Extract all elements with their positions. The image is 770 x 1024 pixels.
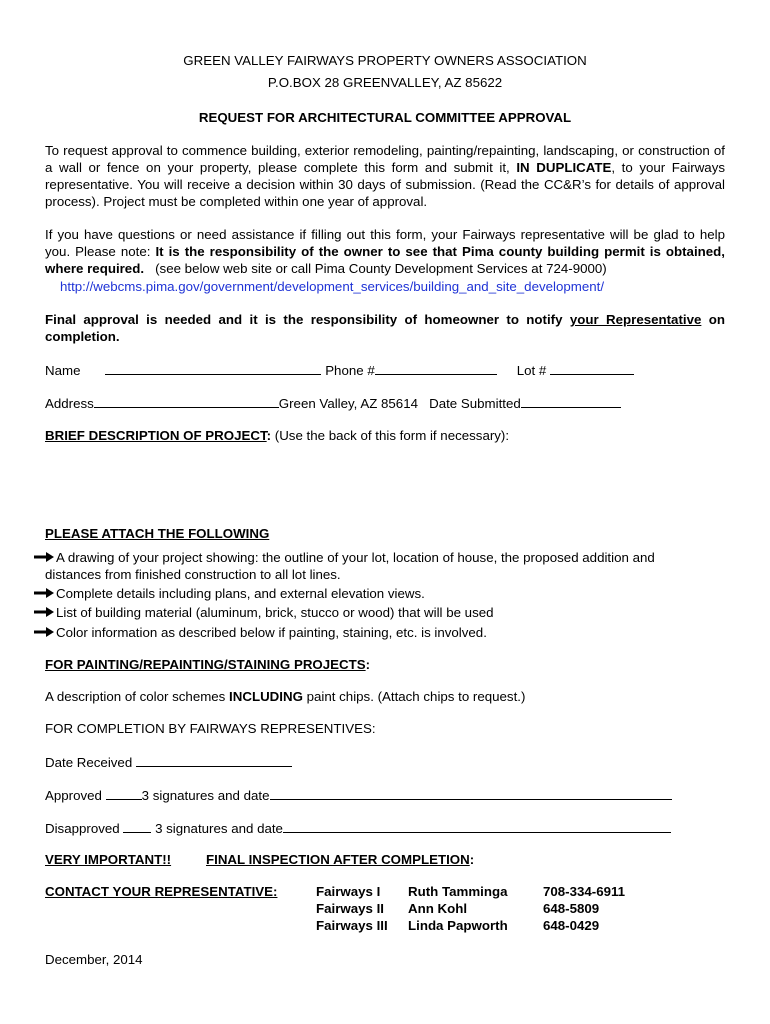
attach-item-text: List of building material (aluminum, brick, stucco or wood) that will be used xyxy=(56,605,494,620)
brief-description-area[interactable] xyxy=(45,446,725,516)
attach-item-4 xyxy=(34,624,487,641)
date-submitted-field[interactable] xyxy=(521,394,621,408)
attach-item-text: Complete details including plans, and external elevation views. xyxy=(56,586,425,601)
intro-text-1: To request approval to commence building, exterior remodeling, painting/repainting, landscaping, or construction of a wall or fence on your property, please complete this form and submit it, xyxy=(45,143,725,175)
approved-field[interactable] xyxy=(106,786,142,800)
name-row xyxy=(45,361,634,379)
painting-colon: : xyxy=(365,657,371,672)
contact-area: Fairways II xyxy=(316,901,384,916)
permit-responsibility-text: It is the responsibility of the owner to see that Pima county building permit is obtained, where required. xyxy=(45,244,725,276)
intro-text-2: , to your Fairways representative. You will receive a decision within 30 days of submission. (Read the CC&R’s for details of approval process). Project must be completed within one year of approval. xyxy=(45,160,725,209)
paint-chips-text: paint chips. (Attach chips to request.) xyxy=(306,689,526,704)
contact-heading: CONTACT YOUR REPRESENTATIVE: xyxy=(45,884,278,899)
address-field[interactable] xyxy=(94,394,279,408)
final-inspection-label: FINAL INSPECTION AFTER COMPLETION xyxy=(206,852,470,867)
date-received-row xyxy=(45,753,292,771)
attach-item-text: A drawing of your project showing: the outline of your lot, location of house, the proposed addition and xyxy=(56,550,655,565)
page-title: REQUEST FOR ARCHITECTURAL COMMITTEE APPROVAL xyxy=(198,110,572,125)
on-completion-text: on completion. xyxy=(45,312,725,344)
disapproved-row xyxy=(45,819,671,837)
arrow-right-icon xyxy=(34,587,54,599)
phone-field[interactable] xyxy=(375,361,497,375)
address-label: Address xyxy=(45,396,94,411)
final-inspection-colon: : xyxy=(469,852,475,867)
brief-description-note: (Use the back of this form if necessary): xyxy=(274,428,510,443)
brief-colon: : xyxy=(266,428,272,443)
contact-phone: 648-0429 xyxy=(543,918,600,933)
pima-contact-text: (see below web site or call Pima County Development Services at 724-9000) xyxy=(155,261,607,276)
pima-website-link[interactable]: http://webcms.pima.gov/government/development_services/building_and_site_development/ xyxy=(60,279,605,294)
arrow-right-icon xyxy=(34,606,54,618)
contact-phone: 708-334-6911 xyxy=(543,884,626,899)
brief-description-label: BRIEF DESCRIPTION OF PROJECT xyxy=(45,428,267,443)
disapproved-signatures-label: 3 signatures and date xyxy=(155,821,283,836)
assistance-paragraph xyxy=(45,226,725,277)
contact-name: Ann Kohl xyxy=(408,901,468,916)
phone-label: Phone # xyxy=(325,363,375,378)
attach-heading: PLEASE ATTACH THE FOLLOWING xyxy=(45,526,270,541)
disapproved-signatures-field[interactable] xyxy=(283,819,671,833)
including-text: INCLUDING xyxy=(229,689,303,704)
approved-label: Approved xyxy=(45,788,102,803)
disapproved-label: Disapproved xyxy=(45,821,120,836)
attach-item-1-continued: distances from finished construction to all lot lines. xyxy=(45,567,341,582)
org-name: GREEN VALLEY FAIRWAYS PROPERTY OWNERS ASSOCIATION xyxy=(183,53,587,68)
lot-label: Lot # xyxy=(516,363,547,378)
contact-area: Fairways III xyxy=(316,918,388,933)
attach-item-2 xyxy=(34,585,425,602)
org-address: P.O.BOX 28 GREENVALLEY, AZ 85622 xyxy=(267,75,503,90)
arrow-right-icon xyxy=(34,626,54,638)
your-representative-text: your Representative xyxy=(569,312,702,327)
assistance-text: If you have questions or need assistance if filling out this form, your Fairways representative will be glad to help you. Please note: xyxy=(45,227,725,259)
date-received-label: Date Received xyxy=(45,755,133,770)
date-received-field[interactable] xyxy=(136,753,292,767)
contact-name: Linda Papworth xyxy=(408,918,508,933)
completion-heading: FOR COMPLETION BY FAIRWAYS REPRESENTIVES: xyxy=(45,721,376,736)
lot-field[interactable] xyxy=(550,361,634,375)
contact-phone: 648-5809 xyxy=(543,901,600,916)
final-approval-text: Final approval is needed and it is the responsibility of homeowner to notify xyxy=(45,312,563,327)
date-submitted-label: Date Submitted xyxy=(429,396,521,411)
in-duplicate-text: IN DUPLICATE xyxy=(516,160,612,175)
final-approval-note xyxy=(45,311,725,345)
disapproved-field[interactable] xyxy=(123,819,151,833)
approved-signatures-field[interactable] xyxy=(270,786,672,800)
address-row xyxy=(45,394,621,412)
document-date: December, 2014 xyxy=(45,952,143,967)
very-important-label: VERY IMPORTANT!! xyxy=(45,852,172,867)
attach-item-3 xyxy=(34,604,494,621)
painting-heading: FOR PAINTING/REPAINTING/STAINING PROJECTS xyxy=(45,657,366,672)
attach-item-1 xyxy=(34,549,734,566)
attach-item-text: Color information as described below if painting, staining, etc. is involved. xyxy=(56,625,487,640)
final-inspection-row xyxy=(206,851,474,868)
painting-heading-row xyxy=(45,656,370,673)
contact-area: Fairways I xyxy=(316,884,381,899)
color-scheme-text: A description of color schemes xyxy=(45,689,226,704)
city-text: Green Valley, AZ 85614 xyxy=(278,396,418,411)
contact-name: Ruth Tamminga xyxy=(408,884,508,899)
arrow-right-icon xyxy=(34,551,54,563)
approved-signatures-label: 3 signatures and date xyxy=(141,788,270,803)
approved-row xyxy=(45,786,672,804)
name-label: Name xyxy=(45,363,81,378)
brief-description-row xyxy=(45,427,509,444)
name-field[interactable] xyxy=(105,361,321,375)
intro-paragraph xyxy=(45,142,725,210)
color-scheme-note xyxy=(45,688,525,705)
